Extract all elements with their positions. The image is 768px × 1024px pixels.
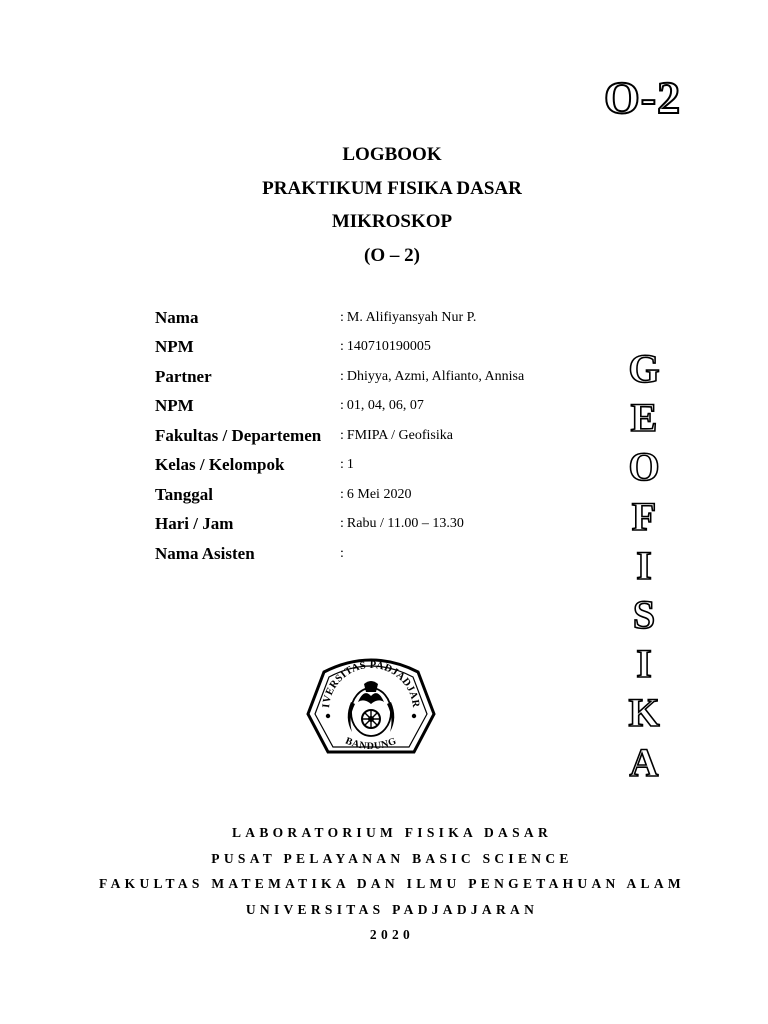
info-row-hari-jam	[155, 510, 524, 540]
info-value	[340, 362, 524, 392]
info-colon: :	[340, 427, 344, 443]
vertical-letter: I	[636, 641, 652, 687]
info-colon: :	[340, 457, 344, 473]
info-row-npm	[155, 333, 524, 363]
info-label: Fakultas / Departemen	[155, 425, 322, 445]
info-colon: :	[340, 339, 344, 355]
logo-top-text: IVERSITAS PADJADJAR	[321, 659, 422, 709]
info-value-text: 6 Mei 2020	[346, 486, 412, 502]
vertical-letter: S	[632, 591, 656, 637]
info-value	[340, 451, 524, 481]
info-label: Nama	[155, 307, 199, 327]
title-block	[0, 138, 768, 272]
info-label: Nama Asisten	[155, 543, 255, 563]
footer-university: UNIVERSITAS PADJADJARAN	[245, 901, 539, 917]
info-value-text: FMIPA / Geofisika	[346, 427, 453, 443]
info-value-text: 01, 04, 06, 07	[346, 398, 424, 414]
title-logbook: LOGBOOK	[342, 144, 442, 165]
info-label: Partner	[155, 366, 212, 386]
vertical-letter: F	[631, 493, 657, 539]
university-logo-icon	[306, 652, 436, 762]
title-code: (O – 2)	[364, 244, 420, 266]
info-label: NPM	[155, 396, 194, 416]
info-value-text: M. Alifiyansyah Nur P.	[346, 309, 477, 325]
vertical-letter: I	[636, 542, 652, 588]
info-value	[340, 539, 524, 569]
student-info-table	[155, 303, 524, 569]
info-row-partner	[155, 362, 524, 392]
info-row-nama	[155, 303, 524, 333]
info-row-fakultas	[155, 421, 524, 451]
footer-year: 2020	[369, 927, 415, 943]
info-label: Kelas / Kelompok	[155, 455, 285, 475]
info-label: NPM	[155, 337, 194, 357]
footer-laboratory: LABORATORIUM FISIKA DASAR	[231, 825, 553, 840]
info-value	[340, 333, 524, 363]
info-value-text: Rabu / 11.00 – 13.30	[346, 516, 464, 532]
vertical-letter: K	[628, 690, 660, 736]
info-colon: :	[340, 309, 344, 325]
info-row-tanggal	[155, 480, 524, 510]
info-row-asisten	[155, 539, 524, 569]
vertical-letter: G	[628, 346, 660, 391]
info-value	[340, 392, 524, 422]
info-colon: :	[340, 368, 344, 384]
info-value	[340, 480, 524, 510]
info-colon: :	[340, 486, 344, 502]
info-value	[340, 303, 524, 333]
info-label: Hari / Jam	[155, 514, 234, 534]
info-colon: :	[340, 545, 344, 561]
vertical-letter: O	[628, 444, 660, 490]
info-row-partner-npm	[155, 392, 524, 422]
title-course: PRAKTIKUM FISIKA DASAR	[262, 177, 522, 199]
footer-block	[0, 820, 768, 948]
university-logo	[306, 652, 436, 762]
info-colon: :	[340, 398, 344, 414]
info-row-kelas	[155, 451, 524, 481]
info-colon: :	[340, 516, 344, 532]
logo-bottom-text: BANDUNG	[343, 735, 399, 753]
footer-faculty: FAKULTAS MATEMATIKA DAN ILMU PENGETAHUAN ALAM	[99, 876, 685, 892]
info-value-text: 140710190005	[346, 339, 431, 355]
experiment-code: O-2	[604, 72, 682, 123]
info-value-text: Dhiyya, Azmi, Alfianto, Annisa	[346, 368, 525, 384]
info-value	[340, 421, 524, 451]
info-value-text: 1	[346, 457, 354, 473]
info-label: Tanggal	[155, 484, 213, 504]
vertical-department-word	[624, 344, 664, 787]
vertical-letter: E	[630, 395, 658, 441]
vertical-letter: A	[629, 739, 659, 785]
info-value	[340, 510, 524, 540]
footer-service-center: PUSAT PELAYANAN BASIC SCIENCE	[211, 850, 573, 866]
title-experiment: MIKROSKOP	[331, 211, 453, 232]
